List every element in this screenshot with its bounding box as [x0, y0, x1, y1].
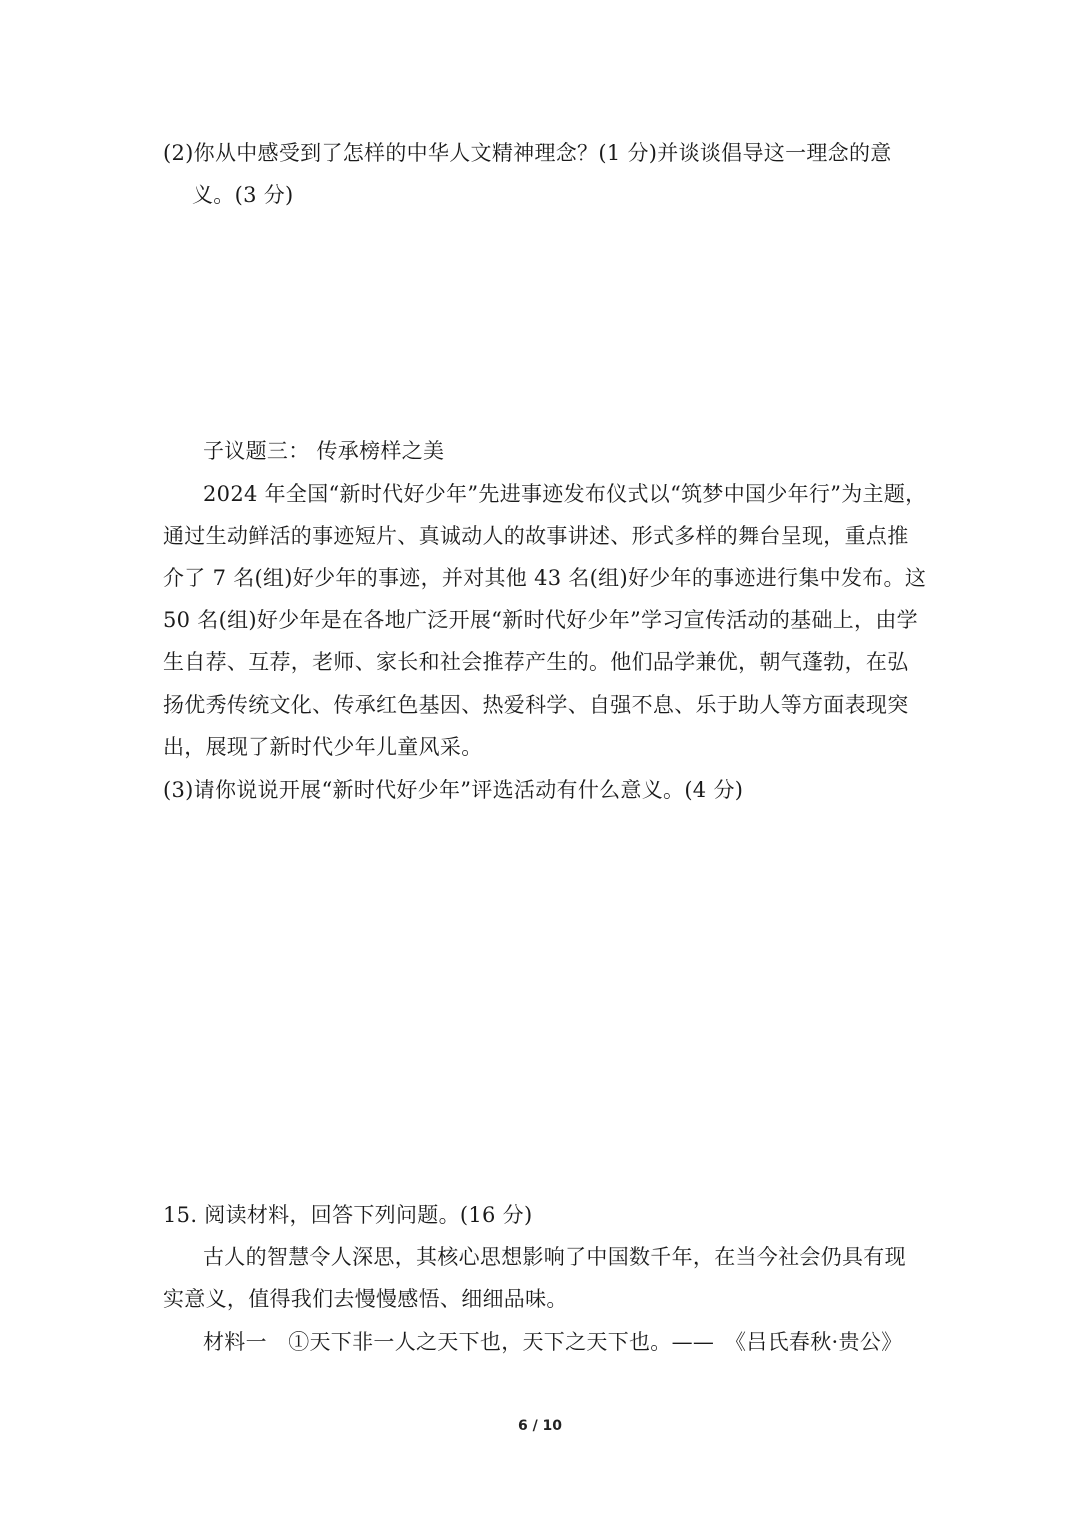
paragraph-line: 扬优秀传统文化、传承红色基因、热爱科学、自强不息、乐于助人等方面表现突	[163, 693, 909, 717]
page-number: 6 / 10	[517, 1418, 563, 1434]
material-1-line: 材料一 ①天下非一人之天下也，天下之天下也。—— 《吕氏春秋·贵公》	[203, 1330, 903, 1354]
question-3: (3)请你说说开展“新时代好少年”评选活动有什么意义。(4 分)	[163, 778, 744, 802]
question-2-line-1: (2)你从中感受到了怎样的中华人文精神理念？(1 分)并谈谈倡导这一理念的意	[163, 141, 892, 165]
paragraph-line: 通过生动鲜活的事迹短片、真诚动人的故事讲述、形式多样的舞台呈现，重点推	[163, 524, 909, 548]
paragraph-line: 介了 7 名(组)好少年的事迹，并对其他 43 名(组)好少年的事迹进行集中发布。这	[163, 566, 927, 590]
subtopic-3-title: 子议题三： 传承榜样之美	[203, 439, 445, 463]
intro-line: 实意义，值得我们去慢慢感悟、细细品味。	[163, 1287, 568, 1311]
paragraph-line: 50 名(组)好少年是在各地广泛开展“新时代好少年”学习宣传活动的基础上，由学	[163, 608, 918, 632]
paragraph-line: 出，展现了新时代少年儿童风采。	[163, 735, 483, 759]
intro-line: 古人的智慧令人深思，其核心思想影响了中国数千年，在当今社会仍具有现	[203, 1245, 906, 1269]
question-2-line-2: 义。(3 分)	[192, 183, 294, 207]
question-15-title: 15. 阅读材料，回答下列问题。(16 分)	[163, 1203, 533, 1227]
paragraph-line: 生自荐、互荐，老师、家长和社会推荐产生的。他们品学兼优，朝气蓬勃，在弘	[163, 650, 909, 674]
paragraph-line: 2024 年全国“新时代好少年”先进事迹发布仪式以“筑梦中国少年行”为主题，	[203, 482, 927, 506]
